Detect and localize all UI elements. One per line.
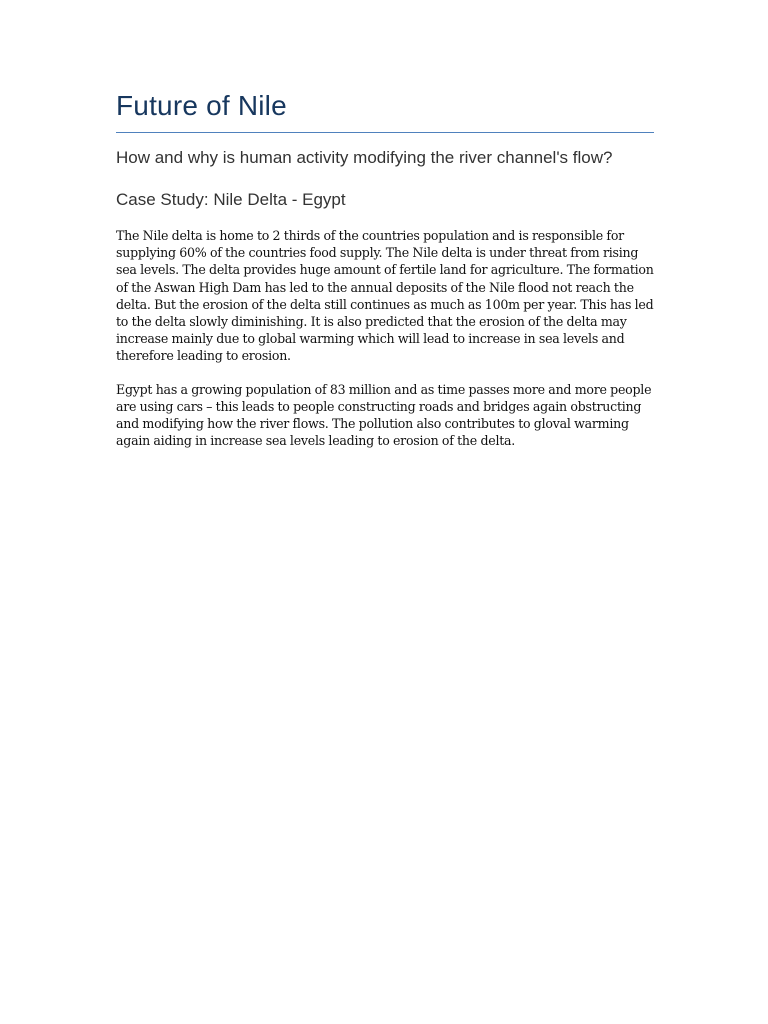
paragraph-delta-threat: The Nile delta is home to 2 thirds of the countries population and is responsible for supplying 60% of the countries food supply. The Nile delta is under threat from rising sea levels. The delta provides huge amount of fertile land for agriculture. The formation of the Aswan High Dam has led to the annual deposits of the Nile flood not reach the delta. But the erosion of the delta still continues as much as 100m per year. This has led to the delta slowly diminishing. It is also predicted that the erosion of the delta may increase mainly due to global warming which will lead to increase in sea levels and therefore leading to erosion. <box>116 228 654 364</box>
page-title: Future of Nile <box>116 90 287 121</box>
paragraph-population-pollution: Egypt has a growing population of 83 million and as time passes more and more people are using cars – this leads to people constructing roads and bridges again obstructing and modifying how the river flows. The pollution also contributes to gloval warming again aiding in increase sea levels leading to erosion of the delta. <box>116 381 652 449</box>
document-page <box>116 86 656 465</box>
subheading-case-study: Case Study: Nile Delta - Egypt <box>116 190 346 209</box>
subheading-question: How and why is human activity modifying the river channel's flow? <box>116 148 613 167</box>
title-underline-divider <box>116 132 654 133</box>
